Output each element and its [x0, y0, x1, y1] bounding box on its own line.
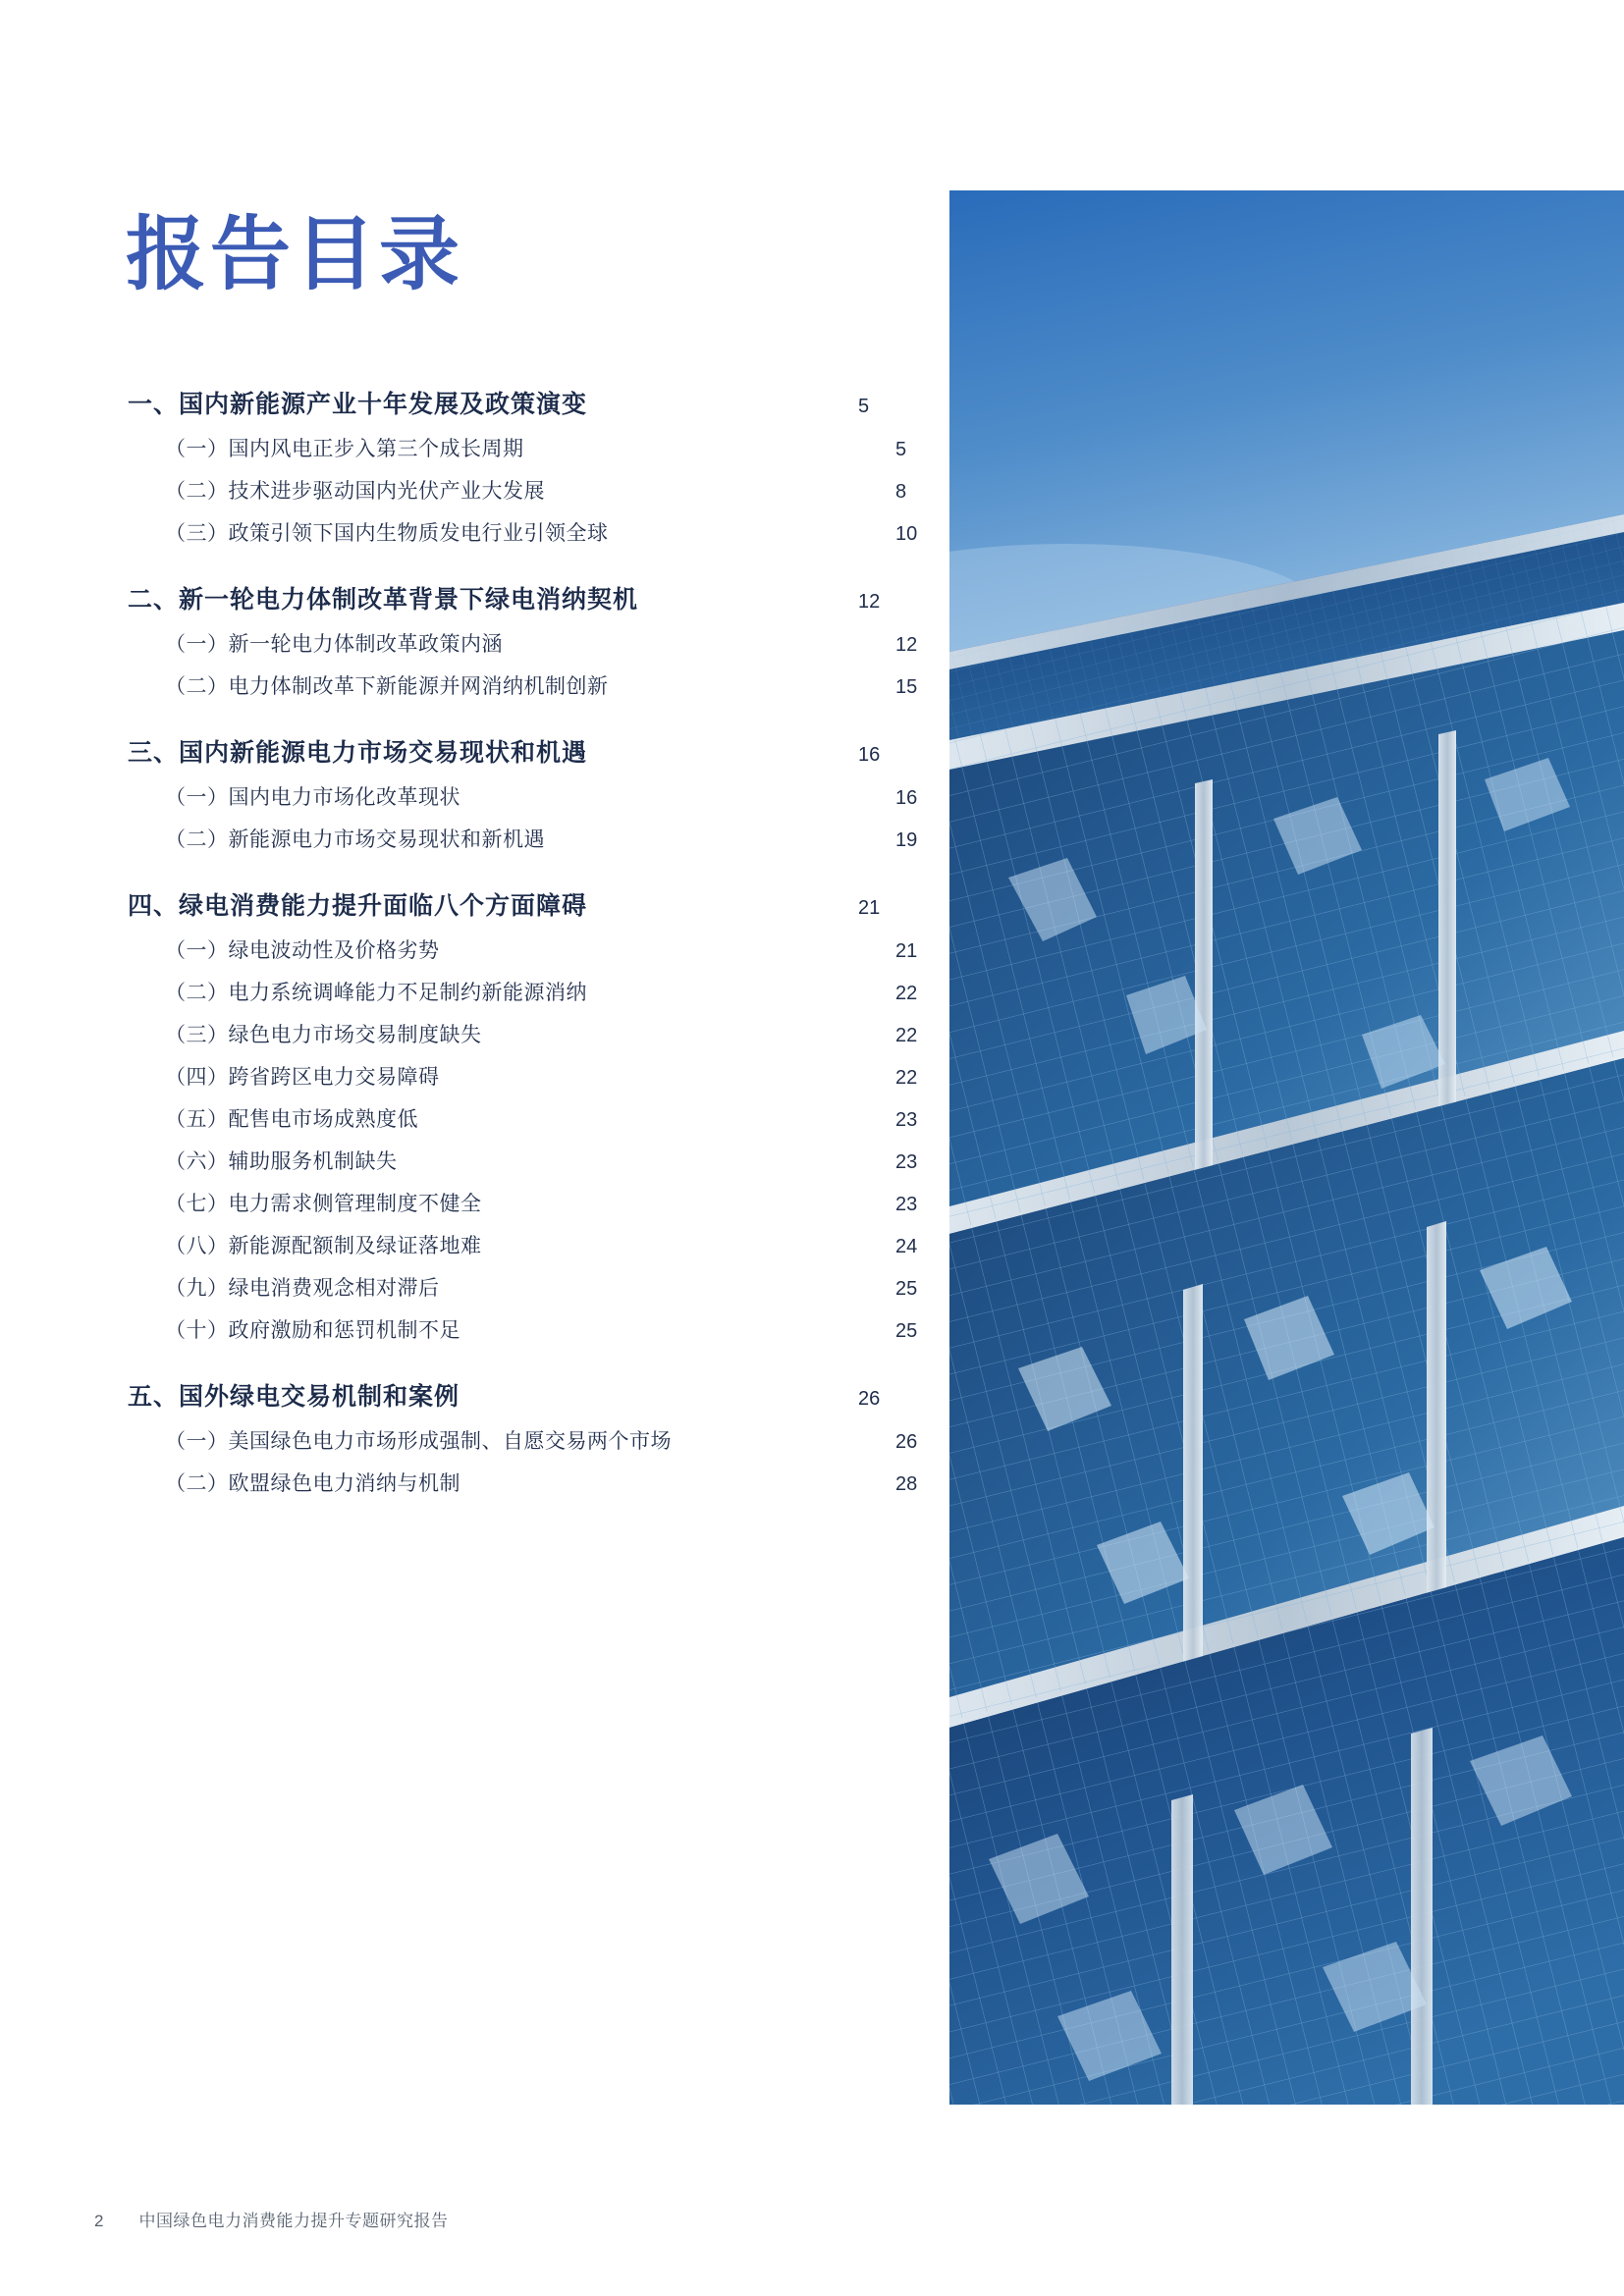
toc-item-row[interactable]: [128, 1061, 941, 1091]
toc-chapter-page: 5: [858, 396, 870, 417]
toc-item-label: （七）电力需求侧管理制度不健全: [165, 1193, 482, 1215]
toc-item-page: 25: [895, 1320, 918, 1342]
toc-chapter-row[interactable]: [128, 580, 903, 615]
toc-item-row[interactable]: [128, 824, 941, 853]
toc-item-page: 16: [895, 787, 918, 809]
toc-item-label: （一）美国绿色电力市场形成强制、自愿交易两个市场: [165, 1430, 672, 1453]
toc-item-row[interactable]: [128, 517, 941, 547]
toc-item-label: （四）跨省跨区电力交易障碍: [165, 1066, 440, 1089]
toc-item-label: （一）国内电力市场化改革现状: [165, 786, 460, 809]
toc-item-row[interactable]: [128, 1230, 941, 1259]
toc-item-page: 22: [895, 1025, 918, 1046]
toc-item-page: 19: [895, 829, 918, 851]
toc-group: [128, 886, 918, 1344]
toc-item-page: 28: [895, 1473, 918, 1495]
toc-item-label: （一）绿电波动性及价格劣势: [165, 939, 440, 962]
toc-item-label: （一）新一轮电力体制改革政策内涵: [165, 633, 503, 656]
toc-item-page: 22: [895, 983, 918, 1004]
toc-item-row[interactable]: [128, 1019, 941, 1048]
toc-chapter-page: 16: [858, 744, 881, 766]
toc-item-page: 23: [895, 1151, 918, 1173]
page-title: 报告目录: [126, 209, 464, 299]
toc-item-page: 23: [895, 1194, 918, 1215]
toc-chapter-page: 26: [858, 1388, 881, 1410]
toc-item-label: （八）新能源配额制及绿证落地难: [165, 1235, 482, 1257]
table-of-contents: [128, 385, 918, 1530]
toc-item-row[interactable]: [128, 1272, 941, 1302]
toc-item-row[interactable]: [128, 628, 941, 658]
solar-panel-photo: [949, 190, 1624, 2105]
toc-item-label: （二）电力系统调峰能力不足制约新能源消纳: [165, 982, 587, 1004]
footer-page-number: 2: [94, 2212, 104, 2230]
toc-item-page: 22: [895, 1067, 918, 1089]
toc-chapter-row[interactable]: [128, 385, 903, 420]
toc-item-row[interactable]: [128, 977, 941, 1006]
toc-item-label: （五）配售电市场成熟度低: [165, 1108, 418, 1131]
toc-chapter-page: 21: [858, 897, 881, 919]
toc-item-page: 24: [895, 1236, 918, 1257]
toc-item-page: 8: [895, 481, 907, 503]
toc-item-page: 26: [895, 1431, 918, 1453]
toc-item-label: （六）辅助服务机制缺失: [165, 1150, 398, 1173]
toc-item-page: 12: [895, 634, 918, 656]
toc-item-label: （九）绿电消费观念相对滞后: [165, 1277, 440, 1300]
toc-item-page: 21: [895, 940, 918, 962]
toc-item-row[interactable]: [128, 1425, 941, 1455]
toc-item-page: 5: [895, 439, 907, 460]
toc-group: [128, 733, 918, 853]
toc-item-label: （二）技术进步驱动国内光伏产业大发展: [165, 480, 545, 503]
toc-item-row[interactable]: [128, 433, 941, 462]
footer-document-title: 中国绿色电力消费能力提升专题研究报告: [138, 2212, 449, 2230]
toc-item-row[interactable]: [128, 1103, 941, 1133]
toc-item-label: （二）电力体制改革下新能源并网消纳机制创新: [165, 675, 609, 698]
toc-item-row[interactable]: [128, 1468, 941, 1497]
toc-item-page: 25: [895, 1278, 918, 1300]
toc-chapter-row[interactable]: [128, 1377, 903, 1413]
toc-item-label: （二）欧盟绿色电力消纳与机制: [165, 1472, 460, 1495]
page-footer: [94, 2207, 448, 2231]
toc-item-page: 10: [895, 523, 918, 545]
toc-item-label: （一）国内风电正步入第三个成长周期: [165, 438, 524, 460]
toc-item-row[interactable]: [128, 934, 941, 964]
toc-item-label: （三）绿色电力市场交易制度缺失: [165, 1024, 482, 1046]
toc-item-page: 23: [895, 1109, 918, 1131]
toc-item-label: （三）政策引领下国内生物质发电行业引领全球: [165, 522, 609, 545]
toc-item-row[interactable]: [128, 1188, 941, 1217]
toc-group: [128, 385, 918, 547]
toc-chapter-label: 四、绿电消费能力提升面临八个方面障碍: [128, 892, 588, 920]
toc-item-label: （十）政府激励和惩罚机制不足: [165, 1319, 460, 1342]
toc-group: [128, 580, 918, 700]
toc-chapter-row[interactable]: [128, 733, 903, 769]
toc-chapter-page: 12: [858, 591, 881, 613]
toc-item-row[interactable]: [128, 1314, 941, 1344]
toc-item-page: 15: [895, 676, 918, 698]
toc-chapter-label: 三、国内新能源电力市场交易现状和机遇: [128, 739, 588, 767]
toc-chapter-label: 一、国内新能源产业十年发展及政策演变: [128, 391, 588, 418]
toc-chapter-row[interactable]: [128, 886, 903, 922]
toc-item-row[interactable]: [128, 1146, 941, 1175]
toc-chapter-label: 二、新一轮电力体制改革背景下绿电消纳契机: [128, 586, 639, 614]
toc-item-row[interactable]: [128, 670, 941, 700]
toc-chapter-label: 五、国外绿电交易机制和案例: [128, 1383, 460, 1411]
toc-item-label: （二）新能源电力市场交易现状和新机遇: [165, 828, 545, 851]
toc-item-row[interactable]: [128, 781, 941, 811]
toc-item-row[interactable]: [128, 475, 941, 505]
toc-group: [128, 1377, 918, 1497]
